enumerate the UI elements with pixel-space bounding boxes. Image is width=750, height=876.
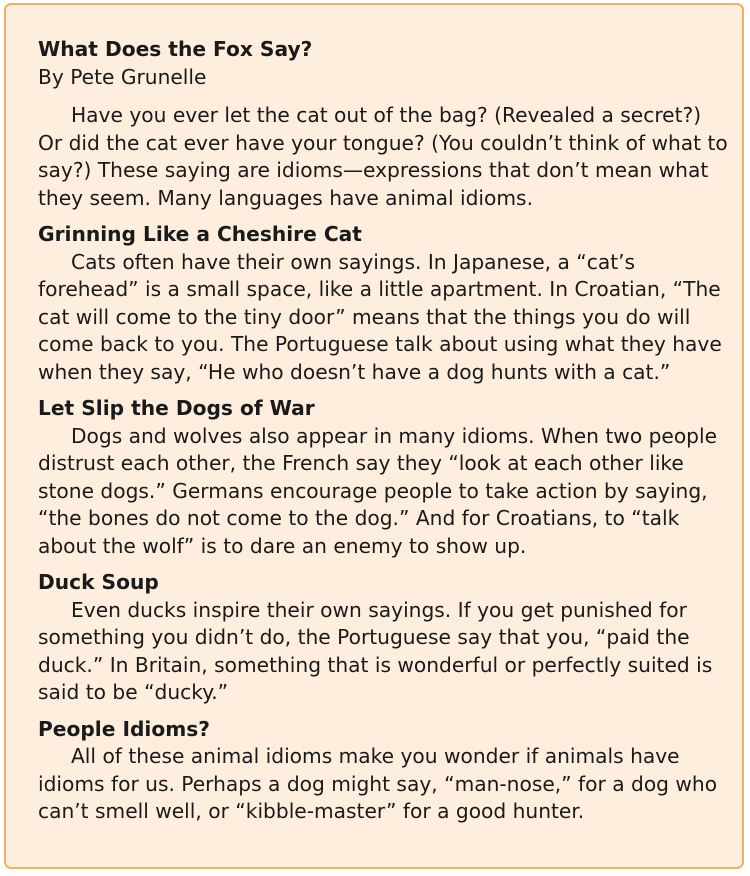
article-byline: By Pete Grunelle: [38, 64, 207, 89]
section-cheshire-cat: [38, 221, 730, 386]
section-heading: Grinning Like a Cheshire Cat: [38, 222, 362, 246]
article-card: [4, 3, 744, 869]
section-heading: Let Slip the Dogs of War: [38, 396, 315, 420]
section-body: Cats often have their own sayings. In Japanese, a “cat’s forehead” is a small space, like a little apartment. In Croatian, “The cat will come to the tiny door” means that the things you do will come back to you. The Portuguese talk about using what they have when they say, “He who doesn’t have a dog hunts with a cat.”: [38, 249, 722, 384]
section-body: Dogs and wolves also appear in many idioms. When two people distrust each other, the French say they “look at each other like stone dogs.” Germans encourage people to take action by saying, “the bones do not come to the dog.” And for Croatians, to “talk about the wolf” is to dare an enemy to show up.: [38, 423, 718, 558]
section-heading: People Idioms?: [38, 716, 210, 741]
intro-paragraph: Have you ever let the cat out of the bag? (Revealed a secret?) Or did the cat ever have your tongue? (You couldn’t think of what to say?) These saying are idioms—expressions that don’t mean what they seem. Many languages have animal idioms.: [38, 103, 728, 210]
section-duck-soup: [38, 569, 730, 707]
section-body: All of these animal idioms make you wonder if animals have idioms for us. Perhaps a dog might say, “man-nose,” for a dog who can’t smell well, or “kibble-master” for a good hunter.: [38, 744, 718, 823]
section-people-idioms: [38, 716, 730, 826]
section-body: Even ducks inspire their own sayings. If you get punished for something you didn’t do, the Portuguese say that you, “paid the duck.” In Britain, something that is wonderful or perfectly suited is said to be “ducky.”: [38, 597, 713, 704]
article-title: What Does the Fox Say?: [38, 37, 313, 61]
section-dogs-of-war: [38, 395, 730, 560]
section-heading: Duck Soup: [38, 570, 159, 594]
